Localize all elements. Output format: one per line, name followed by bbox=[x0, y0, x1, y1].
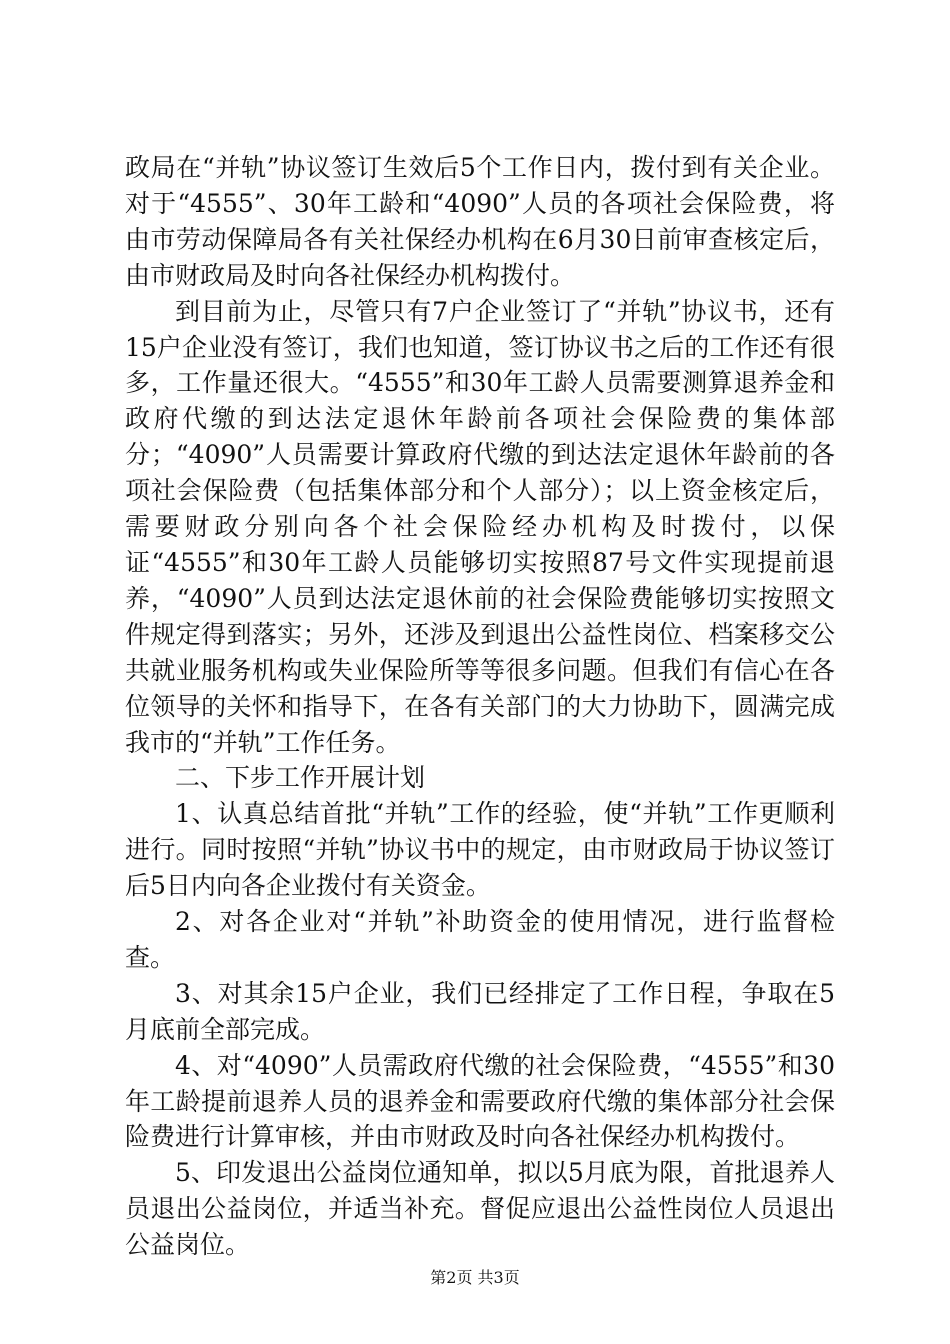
page-number-footer: 第2页 共3页 bbox=[430, 1268, 520, 1287]
paragraph-1-continuation: 政局在“并轨”协议签订生效后5个工作日内，拨付到有关企业。对于“4555”、30年工龄和“4090”人员的各项社会保险费，将由市劳动保障局各有关社保经办机构在6月30日前审查核定后，由市财政局及时向各社保经办机构拨付。 bbox=[125, 153, 835, 290]
document-body bbox=[125, 150, 835, 1263]
plan-item-1: 1、认真总结首批“并轨”工作的经验，使“并轨”工作更顺利进行。同时按照“并轨”协议书中的规定，由市财政局于协议签订后5日内向各企业拨付有关资金。 bbox=[125, 799, 835, 901]
plan-item-2: 2、对各企业对“并轨”补助资金的使用情况，进行监督检查。 bbox=[125, 907, 835, 972]
plan-item-4: 4、对“4090”人员需政府代缴的社会保险费，“4555”和30年工龄提前退养人员的退养金和需要政府代缴的集体部分社会保险费进行计算审核，并由市财政及时向各社保经办机构拨付。 bbox=[125, 1050, 835, 1152]
section-heading-next-steps: 二、下步工作开展计划 bbox=[175, 763, 426, 793]
plan-item-3: 3、对其余15户企业，我们已经排定了工作日程，争取在5月底前全部完成。 bbox=[125, 978, 835, 1044]
paragraph-2-progress: 到目前为止，尽管只有7户企业签订了“并轨”协议书，还有15户企业没有签订，我们也知道，签订协议书之后的工作还有很多，工作量还很大。“4555”和30年工龄人员需要测算退养金和政府代缴的到达法定退休年龄前各项社会保险费的集体部分；“4090”人员需要计算政府代缴的到达法定退休年龄前的各项社会保险费（包括集体部分和个人部分）；以上资金核定后，需要财政分别向各个社会保险经办机构及时拨付，以保证“4555”和30年工龄人员能够切实按照87号文件实现提前退养，“4090”人员到达法定退休前的社会保险费能够切实按照文件规定得到落实；另外，还涉及到退出公益性岗位、档案移交公共就业服务机构或失业保险所等等很多问题。但我们有信心在各位领导的关怀和指导下，在各有关部门的大力协助下，圆满完成我市的“并轨”工作任务。 bbox=[125, 296, 835, 757]
plan-item-5: 5、印发退出公益岗位通知单，拟以5月底为限，首批退养人员退出公益岗位，并适当补充。督促应退出公益性岗位人员退出公益岗位。 bbox=[125, 1158, 835, 1260]
